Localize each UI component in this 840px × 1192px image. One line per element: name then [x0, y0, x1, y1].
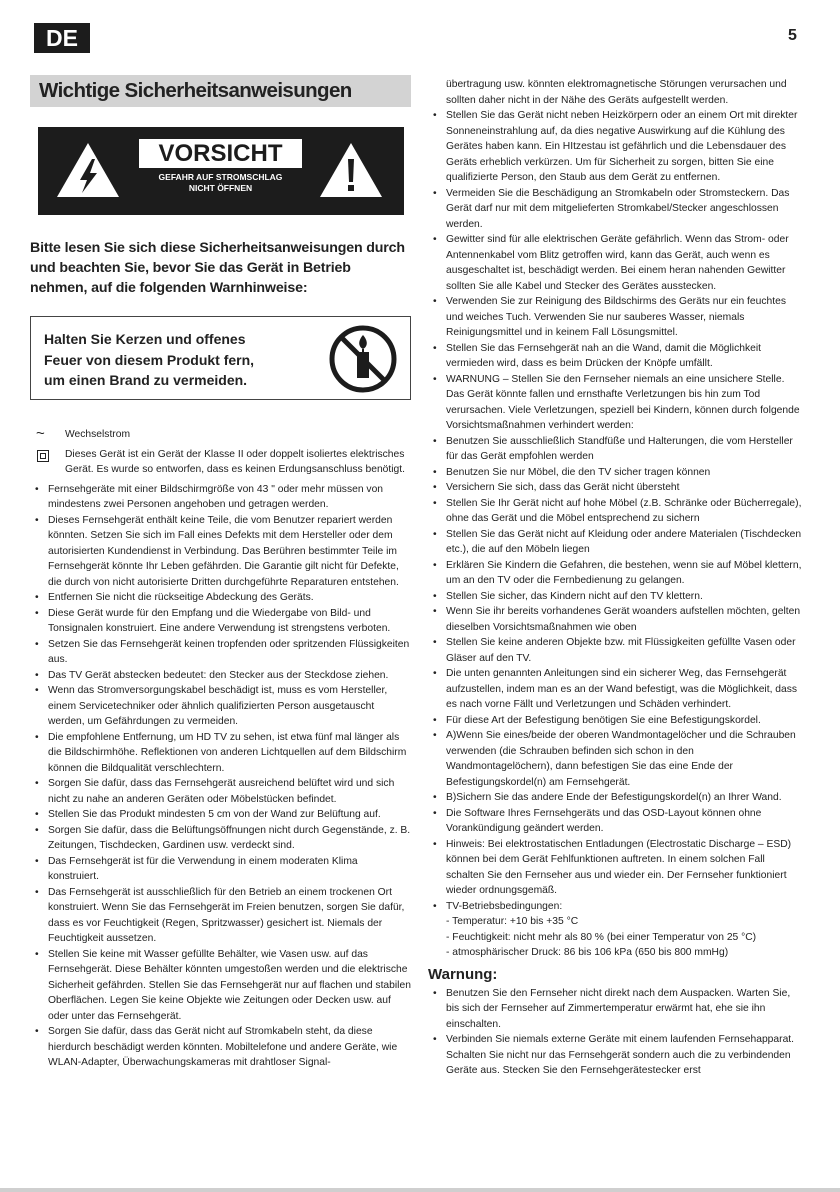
candle-warning-line2: Feuer von diesem Produkt fern,: [44, 351, 255, 368]
list-item: • Benutzen Sie ausschließlich Standfüße und Halterungen, die vom Hersteller für das Gerät empfohlen werden: [428, 434, 802, 465]
ac-label: Wechselstrom: [65, 429, 131, 440]
list-item: • Das TV Gerät abstecken bedeutet: den Stecker aus der Steckdose ziehen.: [30, 668, 411, 684]
safety-bullets-right: [428, 108, 802, 914]
list-item: • Diese Gerät wurde für den Empfang und die Wiedergabe von Bild- und Tonsignalen konstruiert. Eine andere Verwendung ist strengstens verboten.: [30, 606, 411, 637]
candle-warning-box: [30, 316, 411, 400]
page-number: 5: [788, 27, 797, 44]
caution-title: VORSICHT: [139, 139, 302, 168]
candle-warning-text: [44, 329, 254, 391]
no-open-flame-icon: [329, 325, 397, 393]
list-item: • TV-Betriebsbedingungen:: [428, 899, 802, 915]
condition-humidity: - Feuchtigkeit: nicht mehr als 80 % (bei einer Temperatur von 25 °C): [446, 931, 757, 943]
list-item: • Die Software Ihres Fernsehgeräts und das OSD-Layout können ohne Vorankündigung geändert werden.: [428, 806, 802, 837]
caution-subtitle: [139, 172, 302, 194]
list-item: • Stellen Sie sicher, das Kindern nicht auf den TV klettern.: [428, 589, 802, 605]
intro-text: Bitte lesen Sie sich diese Sicherheitsanweisungen durch und beachten Sie, bevor Sie das Gerät in Betrieb nehmen, auf die folgenden Warnhinweise:: [30, 240, 405, 296]
list-item: • Sorgen Sie dafür, dass das Gerät nicht auf Stromkabeln steht, da diese hierdurch beschädigt werden könnten. Mobiltelefone und andere Geräte, wie WLAN-Adapter, Überwachungskameras mit drahtloser Signal-: [30, 1024, 411, 1071]
list-item: • Verwenden Sie zur Reinigung des Bildschirms des Geräts nur ein feuchtes und weiches Tuch. Verwenden Sie nur sauberes Wasser, niemals Reinigungsmittel und in keinem Fall Lösungsmittel.: [428, 294, 802, 341]
list-item: • Benutzen Sie nur Möbel, die den TV sicher tragen können: [428, 465, 802, 481]
right-column: [428, 77, 802, 1079]
list-item: • Stellen Sie das Produkt mindesten 5 cm von der Wand zur Belüftung auf.: [30, 807, 411, 823]
legend-class2-row: [30, 447, 411, 478]
list-item: • WARNUNG – Stellen Sie den Fernseher niemals an eine unsichere Stelle. Das Gerät könnte fallen und ernsthafte Verletzungen bis hin zum Tod verursachen. Viele Verletzungen, speziell bei Kindern, können durch folgende Vorsichtsmaßnahmen verhindert werden:: [428, 372, 802, 434]
exclamation-warning-icon: [316, 139, 386, 201]
caution-label: [139, 139, 302, 204]
list-item: • A)Wenn Sie eines/beide der oberen Wandmontagelöcher und die Schrauben verwenden (die Schrauben befinden sich schon in den Wandmontagelöchern), dann befestigen Sie das eine Ende der Befestigungskordel(n) am Fernsehgerät.: [428, 728, 802, 790]
list-item: • Das Fernsehgerät ist für die Verwendung in einem moderaten Klima konstruiert.: [30, 854, 411, 885]
list-item: • Stellen Sie keine anderen Objekte bzw. mit Flüssigkeiten gefüllte Vasen oder Gläser auf den TV.: [428, 635, 802, 666]
list-item: • Erklären Sie Kindern die Gefahren, die bestehen, wenn sie auf Möbel klettern, um an den TV oder die Fernbedienung zu gelangen.: [428, 558, 802, 589]
caution-subtitle-line1: GEFAHR AUF STROMSCHLAG: [158, 172, 283, 182]
list-item: • Benutzen Sie den Fernseher nicht direkt nach dem Auspacken. Warten Sie, bis sich der Fernseher auf Zimmertemperatur erwärmt hat, ehe sie ihn einschalten.: [428, 986, 802, 1033]
list-item: • Sorgen Sie dafür, dass die Belüftungsöffnungen nicht durch Gegenstände, z. B. Zeitungen, Tischdecken, Gardinen usw. verdeckt sind.: [30, 823, 411, 854]
section-title: Wichtige Sicherheitsanweisungen: [30, 75, 411, 107]
list-item: • Dieses Fernsehgerät enthält keine Teile, die vom Benutzer repariert werden könnten. Setzen Sie sich im Fall eines Defekts mit dem Hersteller oder dem autorisierten Kundendienst in Verbindung. Das Berühren bestimmter Teile im Fernsehgerät könnte Ihr Leben gefährden. Die Garantie gilt nicht für Defekte, die durch von nicht autorisierte Dritten durchgeführte Reparaturen entstehen.: [30, 513, 411, 591]
ac-symbol: ~: [36, 425, 45, 442]
caution-banner: [38, 127, 404, 215]
list-item: • Fernsehgeräte mit einer Bildschirmgröße von 43 " oder mehr müssen von mindestens zwei Personen angehoben und getragen werden.: [30, 482, 411, 513]
list-item: • Verbinden Sie niemals externe Geräte mit einem laufenden Fernsehapparat. Schalten Sie nicht nur das Fernsehgerät sondern auch die zu verbindenden Geräte aus. Stecken Sie den Fernsehgerätestecker erst: [428, 1032, 802, 1079]
electric-shock-warning-icon: [53, 139, 123, 201]
left-column: [30, 75, 411, 1071]
language-badge: DE: [34, 23, 90, 53]
warning-heading: Warnung:: [428, 965, 498, 983]
list-item: • Wenn das Stromversorgungskabel beschädigt ist, muss es vom Hersteller, einem Servicetechniker oder ähnlich qualifizierten Person ausgetauscht werden, um Gefährdungen zu vermeiden.: [30, 683, 411, 730]
list-item: • Wenn Sie ihr bereits vorhandenes Gerät woanders aufstellen möchten, gelten dieselben Vorsichtsmaßnahmen wie oben: [428, 604, 802, 635]
candle-warning-line1: Halten Sie Kerzen und offenes: [44, 331, 246, 347]
page-bottom-edge: [0, 1188, 840, 1192]
list-item: • Versichern Sie sich, dass das Gerät nicht übersteht: [428, 480, 802, 496]
list-item: • Das Fernsehgerät ist ausschließlich für den Betrieb an einem trockenen Ort konstruiert. Wenn Sie das Fernsehgerät im Freien benutzen, sorgen Sie dafür, dass es vor Feuchtigkeit (Regen, Spritzwasser) gesichert ist. Niemals der Feuchtigkeit aussetzen.: [30, 885, 411, 947]
legend-ac-row: [30, 427, 411, 443]
list-item: • Die unten genannten Anleitungen sind ein sicherer Weg, das Fernsehgerät aufzustellen, indem man es an der Wand befestigt, was die Möglichkeit, dass es nach vorne Fällt und Verletzungen und Schäden verhindert.: [428, 666, 802, 713]
list-item: • Für diese Art der Befestigung benötigen Sie eine Befestigungskordel.: [428, 713, 802, 729]
caution-subtitle-line2: NICHT ÖFFNEN: [188, 183, 253, 193]
list-item: • Setzen Sie das Fernsehgerät keinen tropfenden oder spritzenden Flüssigkeiten aus.: [30, 637, 411, 668]
list-item: • Sorgen Sie dafür, dass das Fernsehgerät ausreichend belüftet wird und sich nicht zu nahe an anderen Geräten oder Möbelstücken befindet.: [30, 776, 411, 807]
list-item: • Stellen Sie Ihr Gerät nicht auf hohe Möbel (z.B. Schränke oder Bücherregale), ohne das Gerät und die Möbel entsprechend zu sichern: [428, 496, 802, 527]
symbol-legend: [30, 427, 411, 478]
warning-bullets: [428, 986, 802, 1079]
condition-temperature: - Temperatur: +10 bis +35 °C: [446, 916, 579, 927]
list-item: • Hinweis: Bei elektrostatischen Entladungen (Electrostatic Discharge – ESD) können bei dem Gerät Fehlfunktionen auftreten. In einem solchen Fall schalten Sie den Fernseher aus und wieder ein. Der Fernseher funktioniert wieder ordnungsgemäß.: [428, 837, 802, 899]
list-item: • Stellen Sie das Fernsehgerät nah an die Wand, damit die Möglichkeit vermieden wird, dass es beim Drücken der Knöpfe umfällt.: [428, 341, 802, 372]
list-item: • Die empfohlene Entfernung, um HD TV zu sehen, ist etwa fünf mal länger als die Bildschirmhöhe. Reflektionen von anderen Lichtquellen auf dem Bildschirm können die Bildqualität verschlechtern.: [30, 730, 411, 777]
list-item: • Entfernen Sie nicht die rückseitige Abdeckung des Geräts.: [30, 590, 411, 606]
continued-paragraph: übertragung usw. könnten elektromagnetische Störungen verursachen und sollten daher nicht in der Nähe des Geräts aufgestellt werden.: [446, 79, 787, 106]
condition-pressure: - atmosphärischer Druck: 86 bis 106 kPa (650 bis 800 mmHg): [446, 947, 729, 958]
list-item: • Stellen Sie das Gerät nicht neben Heizkörpern oder an einem Ort mit direkter Sonneneinstrahlung auf, da dies negative Auswirkung auf die Kühlung des Gerätes haben kann. Ein HItzestau ist gefährlich und die Lebensdauer des Geräts erheblich verkürzen. Um für Sicherheit zu sorgen, bitten Sie eine qualifizierte Person, den Staub aus dem Gerät zu entfernen.: [428, 108, 802, 186]
class2-label: Dieses Gerät ist ein Gerät der Klasse II oder doppelt isoliertes elektrisches Gerät. Es wurde so entworfen, dass es keinen Erdungsanschluss benötigt.: [65, 448, 405, 475]
list-item: • Stellen Sie das Gerät nicht auf Kleidung oder andere Materialen (Tischdecken etc.), die auf den Möbeln liegen: [428, 527, 802, 558]
list-item: • Stellen Sie keine mit Wasser gefüllte Behälter, wie Vasen usw. auf das Fernsehgerät. Diese Behälter könnten umgestoßen werden und die elektrische Sicherheit gefährden. Stellen Sie das Fernsehgerät nur auf flachen und stabilen Oberflächen. Legen Sie keine Objekte wie Zeitungen oder Decken usw. auf oder unter das Fernsehgerät.: [30, 947, 411, 1025]
operating-conditions: [428, 914, 802, 961]
list-item: • B)Sichern Sie das andere Ende der Befestigungskordel(n) an Ihrer Wand.: [428, 790, 802, 806]
list-item: • Gewitter sind für alle elektrischen Geräte gefährlich. Wenn das Strom- oder Antennenkabel vom Blitz getroffen wird, kann das Gerät, auch wenn es ausgeschaltet ist, beschädigt werden. Bei einem heran nahenden Gewitter sollten Sie alle Kabel und Stecker des Gerätes ausstecken.: [428, 232, 802, 294]
safety-bullets-left: [30, 482, 411, 1071]
double-insulation-icon: [37, 450, 49, 462]
candle-warning-line3: um einen Brand zu vermeiden.: [44, 372, 248, 388]
list-item: • Vermeiden Sie die Beschädigung an Stromkabeln oder Stromsteckern. Das Gerät darf nur mit dem mitgelieferten Stromkabel/Stecker angeschlossen werden.: [428, 186, 802, 233]
